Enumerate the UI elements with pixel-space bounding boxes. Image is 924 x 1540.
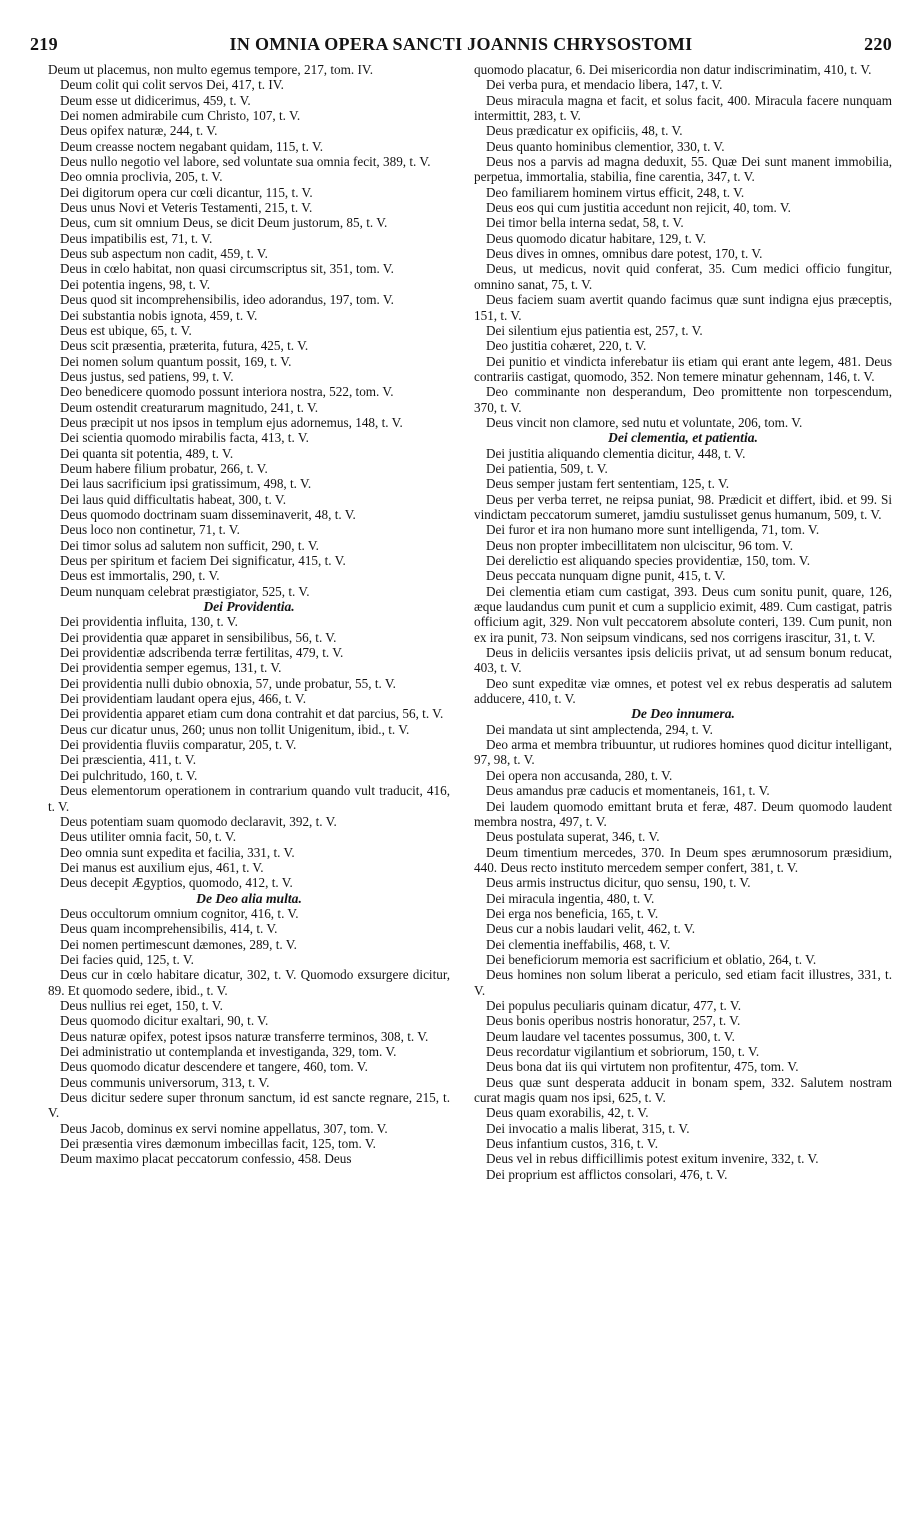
index-entry: Deus in deliciis versantes ipsis deliciis privat, ut ad sensum bonum reducat, 403, t. V.: [474, 645, 892, 676]
index-entry: Dei potentia ingens, 98, t. V.: [60, 276, 211, 292]
index-entry: Deus elementorum operationem in contrarium quando vult traducit, 416, t. V.: [48, 783, 450, 814]
index-entry: Deus quomodo doctrinam suam disseminaverit, 48, t. V.: [60, 506, 356, 522]
index-entry: Dei punitio et vindicta inferebatur iis etiam qui erant ante legem, 481. Deus contrariis castigat, quomodo, 352. Non temere minatur gehennam, 146, t. V.: [474, 353, 892, 384]
index-entry: Dei præsentia vires dæmonum imbecillas facit, 125, tom. V.: [60, 1136, 376, 1152]
index-entry: Dei providentiæ adscribenda terræ fertilitas, 479, t. V.: [60, 645, 344, 661]
index-entry: Deus scit præsentia, præterita, futura, 425, t. V.: [60, 338, 309, 354]
page-number-right: 220: [864, 34, 892, 54]
index-entry: Dei beneficiorum memoria est sacrificium et oblatio, 264, t. V.: [486, 951, 817, 967]
index-entry: Deus decepit Ægyptios, quomodo, 412, t. V.: [60, 875, 293, 891]
index-entry: Deus quomodo dicatur habitare, 129, t. V.: [486, 230, 707, 246]
index-entry: Dei substantia nobis ignota, 459, t. V.: [60, 307, 258, 323]
index-entry: Deo benedicere quomodo possunt interiora nostra, 522, tom. V.: [60, 384, 394, 400]
index-entry: Deum creasse noctem negabant quidam, 115, t. V.: [60, 138, 324, 154]
index-entry: Deum colit qui colit servos Dei, 417, t. IV.: [60, 77, 284, 93]
index-entry: Deum laudare vel tacentes possumus, 300, t. V.: [486, 1028, 735, 1044]
index-entry: Deus loco non continetur, 71, t. V.: [60, 522, 240, 538]
index-entry: Dei providentia quæ apparet in sensibilibus, 56, t. V.: [60, 629, 337, 645]
index-entry: Deus quod sit incomprehensibilis, ideo adorandus, 197, tom. V.: [60, 292, 394, 308]
index-entry: Dei providentia nulli dubio obnoxia, 57, unde probatur, 55, t. V.: [60, 675, 396, 691]
index-entry: Deus nullius rei eget, 150, t. V.: [60, 997, 223, 1013]
index-entry: Deus amandus præ caducis et momentaneis, 161, t. V.: [486, 783, 770, 799]
index-entry: Deus vel in rebus difficillimis potest exitum invenire, 332, t. V.: [486, 1151, 819, 1167]
index-entry: Deus quæ sunt desperata adducit in bonam spem, 332. Salutem nostram curat magis quam nos ipsi, 625, t. V.: [474, 1074, 892, 1106]
index-entry: Dei quanta sit potentia, 489, t. V.: [60, 445, 234, 461]
index-entry: Dei justitia aliquando clementia dicitur, 448, t. V.: [486, 445, 746, 461]
index-entry: Deus homines non solum liberat a periculo, sed etiam facit illustres, 331, t. V.: [474, 967, 892, 998]
section-heading: De Deo alia multa.: [196, 890, 302, 906]
section-heading: De Deo innumera.: [631, 706, 735, 722]
index-entry: Deus per verba terret, ne reipsa puniat, 98. Prædicit et differt, ibid. et 99. Si vindictam peccatorum sumeret, jamdiu sustulisset genus humanum, 509, t. V.: [474, 491, 892, 522]
index-entry: Deus justus, sed patiens, 99, t. V.: [60, 368, 234, 384]
index-entry: Dei proprium est afflictos consolari, 476, t. V.: [486, 1166, 728, 1182]
index-entry: Dei facies quid, 125, t. V.: [60, 951, 194, 967]
running-header: [30, 34, 892, 56]
index-entry: Deum esse ut didicerimus, 459, t. V.: [60, 92, 251, 108]
index-entry: Deus impatibilis est, 71, t. V.: [60, 230, 213, 246]
index-entry: Deus armis instructus dicitur, quo sensu, 190, t. V.: [486, 875, 751, 891]
index-entry: Deus est ubique, 65, t. V.: [60, 322, 192, 338]
index-entry: Dei providentia fluviis comparatur, 205, t. V.: [60, 737, 297, 753]
index-entry: Dei præscientia, 411, t. V.: [60, 752, 197, 768]
index-entry: Dei providentia apparet etiam cum dona contrahit et dat parcius, 56, t. V.: [60, 706, 444, 722]
index-entry: Deus postulata superat, 346, t. V.: [486, 829, 660, 845]
index-entry: Dei derelictio est aliquando species providentiæ, 150, tom. V.: [486, 553, 811, 568]
index-entry: Dei scientia quomodo mirabilis facta, 413, t. V.: [60, 430, 309, 446]
index-entry: Dei providentia semper egemus, 131, t. V.: [60, 660, 282, 676]
index-entry: Dei verba pura, et mendacio libera, 147, t. V.: [486, 77, 723, 93]
index-entry: Deo justitia cohæret, 220, t. V.: [486, 338, 647, 354]
index-entry: Deus communis universorum, 313, t. V.: [60, 1074, 270, 1090]
index-entry: Deus, ut medicus, novit quid conferat, 35. Cum medici officio fungitur, omnino sanat, 75, t. V.: [474, 261, 892, 292]
index-entry: Deus potentiam suam quomodo declaravit, 392, t. V.: [60, 813, 337, 829]
index-entry: Deus quanto hominibus clementior, 330, t. V.: [486, 138, 725, 154]
index-entry: Deus quomodo dicatur descendere et tangere, 460, tom. V.: [60, 1059, 368, 1075]
index-entry: Deus recordatur vigilantium et sobriorum, 150, t. V.: [486, 1044, 760, 1059]
index-entry: Deus per spiritum et faciem Dei significatur, 415, t. V.: [60, 553, 346, 568]
right-column: [474, 62, 892, 1182]
index-entry: Deus nullo negotio vel labore, sed voluntate sua omnia fecit, 389, t. V.: [60, 154, 431, 170]
index-entry: Deus cur a nobis laudari velit, 462, t. V.: [486, 921, 696, 937]
index-entry: quomodo placatur, 6. Dei misericordia non datur indiscriminatim, 410, t. V.: [474, 62, 872, 77]
index-entry: Dei providentia influita, 130, t. V.: [60, 614, 238, 630]
index-entry: Dei silentium ejus patientia est, 257, t. V.: [486, 322, 703, 338]
index-entry: Deus cur in cœlo habitare dicatur, 302, t. V. Quomodo exsurgere dicitur, 89. Et quomodo sedere, ibid., t. V.: [48, 967, 450, 998]
index-entry: Dei pulchritudo, 160, t. V.: [60, 767, 198, 783]
index-entry: Deus peccata nunquam digne punit, 415, t. V.: [486, 568, 726, 584]
index-entry: Deus quam exorabilis, 42, t. V.: [486, 1105, 649, 1121]
index-entry: Dei nomen solum quantum possit, 169, t. V.: [60, 353, 292, 369]
index-entry: Deum nunquam celebrat præstigiator, 525, t. V.: [60, 583, 310, 599]
index-entry: Deum ostendit creaturarum magnitudo, 241, t. V.: [60, 399, 319, 415]
index-entry: Deus infantium custos, 316, t. V.: [486, 1136, 659, 1152]
index-entry: Dei laus quid difficultatis habeat, 300, t. V.: [60, 491, 286, 507]
index-entry: Deo comminante non desperandum, Deo promittente non torpescendum, 370, t. V.: [474, 384, 892, 415]
index-entry: Deus bona dat iis qui virtutem non profitentur, 475, tom. V.: [486, 1059, 799, 1075]
index-entry: Deus faciem suam avertit quando facimus quæ sunt indigna ejus præceptis, 151, t. V.: [474, 292, 892, 323]
index-entry: Deo omnia sunt expedita et facilia, 331, t. V.: [60, 844, 295, 860]
index-entry: Deus vincit non clamore, sed nutu et voluntate, 206, tom. V.: [486, 414, 803, 430]
index-entry: Deus dicitur sedere super thronum sanctum, id est sancte regnare, 215, t. V.: [48, 1090, 450, 1121]
index-entry: Deus quomodo dicitur exaltari, 90, t. V.: [60, 1013, 269, 1029]
index-entry: Deus naturæ opifex, potest ipsos naturæ transferre terminos, 308, t. V.: [60, 1028, 429, 1044]
index-entry: Deus miracula magna et facit, et solus facit, 400. Miracula facere nunquam intermittit, 283, t. V.: [474, 92, 892, 124]
index-entry: Deus non propter imbecillitatem non ulciscitur, 96 tom. V.: [486, 537, 794, 553]
index-entry: Deus occultorum omnium cognitor, 416, t. V.: [60, 905, 299, 921]
index-entry: Dei erga nos beneficia, 165, t. V.: [486, 905, 659, 921]
index-entry: Deus in cœlo habitat, non quasi circumscriptus sit, 351, tom. V.: [60, 261, 394, 277]
index-entry: Deus opifex naturæ, 244, t. V.: [60, 123, 218, 139]
index-entry: Dei timor solus ad salutem non sufficit, 290, t. V.: [60, 537, 319, 553]
index-entry: Dei invocatio a malis liberat, 315, t. V.: [486, 1120, 690, 1136]
index-entry: Dei digitorum opera cur cœli dicantur, 115, t. V.: [60, 184, 313, 200]
index-entry: Deus dives in omnes, omnibus dare potest, 170, t. V.: [486, 246, 763, 262]
index-entry: Deus unus Novi et Veteris Testamenti, 215, t. V.: [60, 200, 313, 216]
index-entry: Deus prædicatur ex opificiis, 48, t. V.: [486, 123, 683, 139]
index-entry: Deus quam incomprehensibilis, 414, t. V.: [60, 921, 278, 937]
left-column: [48, 62, 450, 1167]
index-entry: Deus Jacob, dominus ex servi nomine appellatus, 307, tom. V.: [60, 1120, 388, 1136]
index-entry: Dei patientia, 509, t. V.: [486, 460, 608, 476]
index-entry: Deo omnia proclivia, 205, t. V.: [60, 169, 223, 185]
index-entry: Deum habere filium probatur, 266, t. V.: [60, 460, 268, 476]
index-entry: Deo familiarem hominem virtus efficit, 248, t. V.: [486, 184, 745, 200]
index-entry: Deus semper justam fert sententiam, 125, t. V.: [486, 476, 730, 492]
index-entry: Dei administratio ut contemplanda et investiganda, 329, tom. V.: [60, 1044, 397, 1059]
running-title: IN OMNIA OPERA SANCTI JOANNIS CHRYSOSTOMI: [229, 34, 693, 54]
index-entry: Dei nomen admirabile cum Christo, 107, t. V.: [60, 108, 301, 124]
index-entry: Deus nos a parvis ad magna deduxit, 55. Quæ Dei sunt manent immobilia, perpetua, immortalia, stabilia, fine carentia, 347, t. V.: [474, 154, 892, 185]
index-entry: Deum timentium mercedes, 370. In Deum spes ærumnosorum præsidium, 440. Deus recto instituto mercedem semper confert, 381, t. V.: [474, 844, 892, 875]
index-entry: Deus eos qui cum justitia accedunt non rejicit, 40, tom. V.: [486, 200, 791, 216]
index-entry: Dei laudem quomodo emittant bruta et feræ, 487. Deum quomodo laudent membra nostra, 497, t. V.: [474, 798, 892, 829]
index-entry: Deus est immortalis, 290, t. V.: [60, 568, 220, 584]
index-entry: Deum maximo placat peccatorum confessio, 458. Deus: [60, 1151, 352, 1167]
index-entry: Dei clementia ineffabilis, 468, t. V.: [486, 936, 671, 952]
index-entry: Deus, cum sit omnium Deus, se dicit Deum justorum, 85, t. V.: [60, 215, 388, 231]
index-entry: Deus cur dicatur unus, 260; unus non tollit Unigenitum, ibid., t. V.: [60, 721, 410, 737]
index-entry: Dei miracula ingentia, 480, t. V.: [486, 890, 655, 906]
index-entry: Deo sunt expeditæ viæ omnes, et potest vel ex rebus desperatis ad salutem adducere, 410, t. V.: [474, 675, 892, 707]
index-entry: Deo arma et membra tribuuntur, ut rudiores homines quod dicitur intelligant, 97, 98, t. V.: [474, 737, 892, 768]
index-entry: Dei nomen pertimescunt dæmones, 289, t. V.: [60, 936, 297, 952]
index-entry: Dei populus peculiaris quinam dicatur, 477, t. V.: [486, 997, 742, 1013]
section-heading: Dei clementia, et patientia.: [608, 430, 758, 446]
index-entry: Deum ut placemus, non multo egemus tempore, 217, tom. IV.: [48, 62, 373, 77]
index-entry: Dei mandata ut sint amplectenda, 294, t. V.: [486, 721, 713, 737]
index-entry: Dei laus sacrificium ipsi gratissimum, 498, t. V.: [60, 476, 312, 492]
index-entry: Dei manus est auxilium ejus, 461, t. V.: [60, 859, 264, 875]
index-entry: Deus præcipit ut nos ipsos in templum ejus adornemus, 148, t. V.: [60, 414, 403, 430]
section-heading: Dei Providentia.: [203, 599, 295, 615]
index-entry: Deus bonis operibus nostris honoratur, 257, t. V.: [486, 1013, 741, 1029]
index-entry: Dei timor bella interna sedat, 58, t. V.: [486, 215, 684, 231]
index-entry: Dei opera non accusanda, 280, t. V.: [486, 767, 673, 783]
page-number-left: 219: [30, 34, 58, 54]
index-entry: Dei furor et ira non humano more sunt intelligenda, 71, tom. V.: [486, 522, 820, 538]
index-entry: Deus sub aspectum non cadit, 459, t. V.: [60, 246, 268, 262]
index-entry: Deus utiliter omnia facit, 50, t. V.: [60, 829, 237, 845]
index-entry: Dei clementia etiam cum castigat, 393. Deus cum sonitu punit, quare, 126, æque laudandus cum punit et cum a supplicio eximit, 489. Cum castigat, patris officium agit, 329. Non vult peccatorem absolute conteri, 139. Cum punit, non ex ira punit, 73. Non seipsum vindicans, sed nos corrigens irascitur, 31, t. V.: [474, 583, 892, 645]
index-entry: Dei providentiam laudant opera ejus, 466, t. V.: [60, 691, 306, 707]
